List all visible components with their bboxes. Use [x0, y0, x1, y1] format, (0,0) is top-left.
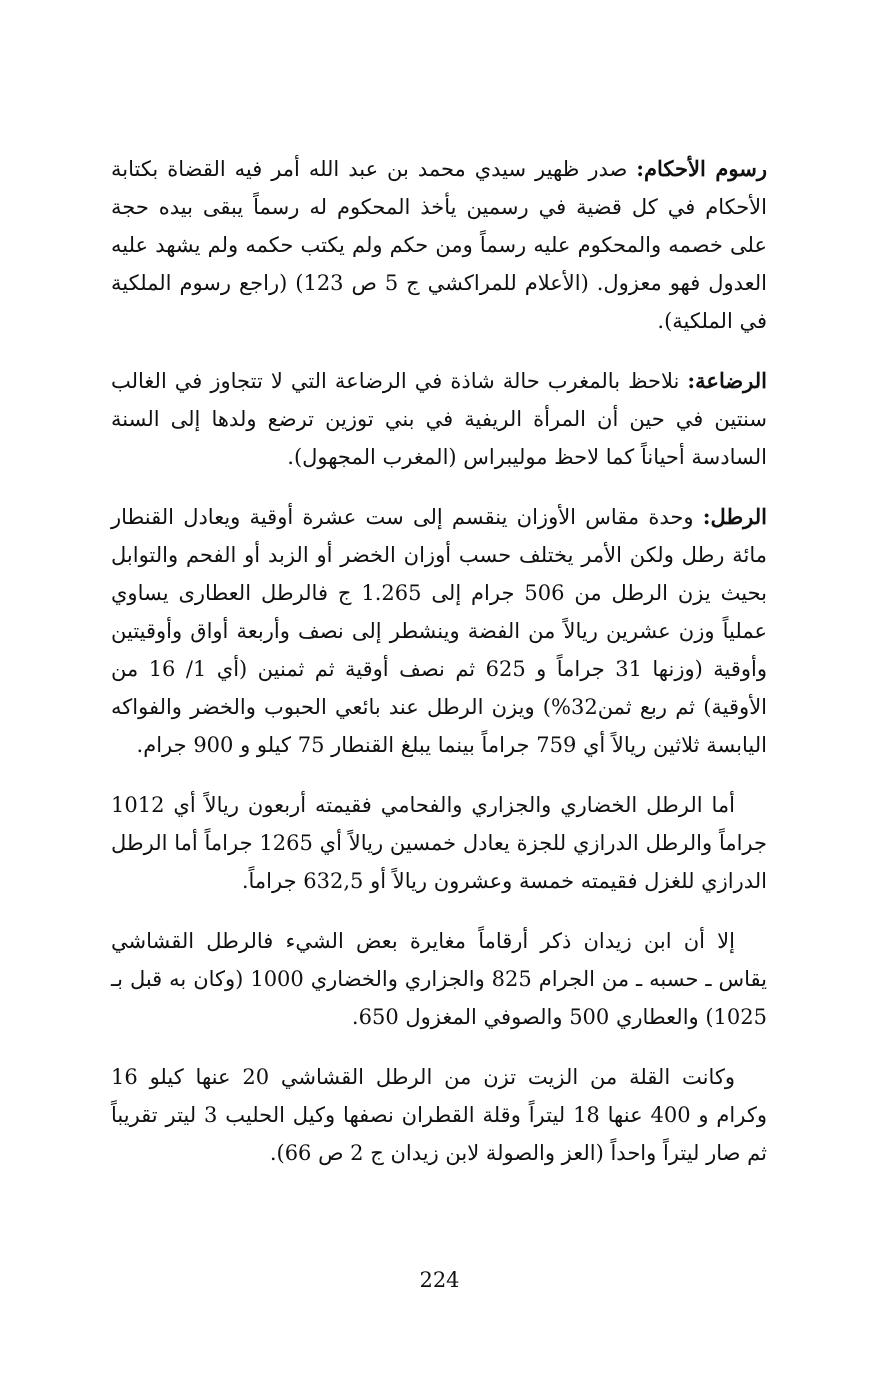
- entry-text: نلاحظ بالمغرب حالة شاذة في الرضاعة التي لا تتجاوز في الغالب سنتين في حين أن المرأة الريفية في بني توزين ترضع ولدها إلى السنة السادسة أحياناً كما لاحظ موليبراس (المغرب المجهول).: [111, 369, 767, 469]
- entry-term: الرطل:: [702, 504, 767, 529]
- paragraph-text: وكانت القلة من الزيت تزن من الرطل القشاشي 20 عنها كيلو 16 وكرام و 400 عنها 18 ليتراً وقلة القطران نصفها وكيل الحليب 3 ليتر تقريباً ثم صار ليتراً واحداً (العز والصولة لابن زيدان ج 2 ص 66).: [111, 1065, 767, 1165]
- paragraph-qulla: [111, 1058, 767, 1172]
- entry-ar-radaa: [111, 362, 767, 476]
- paragraph-text: أما الرطل الخضاري والجزاري والفحامي فقيمته أربعون ريالاً أي 1012 جراماً والرطل الدرازي للجزة يعادل خمسين ريالاً أي 1265 جراماً أما الرطل الدرازي للغزل فقيمته خمسة وعشرون ريالاً أو 632,5 جراماً.: [111, 793, 767, 893]
- entry-ar-ratl: [111, 498, 767, 764]
- paragraph-ratl-values: [111, 786, 767, 900]
- entry-rusum-al-ahkam: [111, 150, 767, 340]
- body-text: [111, 150, 767, 1194]
- body-paragraph: [111, 786, 767, 900]
- entry-paragraph: [111, 498, 767, 764]
- entry-term: الرضاعة:: [687, 368, 767, 393]
- entry-paragraph: [111, 150, 767, 340]
- paragraph-text: إلا أن ابن زيدان ذكر أرقاماً مغايرة بعض الشيء فالرطل القشاشي يقاس ـ حسبه ـ من الجرام 825 والجزاري والخضاري 1000 (وكان به قبل بـ 1025) والعطاري 500 والصوفي المغزول 650.: [111, 929, 768, 1029]
- paragraph-ibn-zaydan: [111, 922, 767, 1036]
- entry-text: وحدة مقاس الأوزان ينقسم إلى ست عشرة أوقية ويعادل القنطار مائة رطل ولكن الأمر يختلف حسب أوزان الخضر أو الزبد أو الفحم والتوابل بحيث يزن الرطل من 506 جرام إلى 1.265 ج فالرطل العطارى يساوي عملياً وزن عشرين ريالاً من الفضة وينشطر إلى نصف وأربعة أواق وأوقيتين وأوقية (وزنها 31 جراماً و 625 ثم نصف أوقية ثم ثمنين (أي 1/ 16 من الأوقية) ثم ربع ثمن32%) ويزن الرطل عند بائعي الحبوب والخضر والفواكه اليابسة ثلاثين ريالاً أي 759 جراماً بينما يبلغ القنطار 75 كيلو و 900 جرام.: [111, 505, 767, 757]
- body-paragraph: [111, 922, 767, 1036]
- entry-term: رسوم الأحكام:: [636, 156, 767, 181]
- entry-text: صدر ظهير سيدي محمد بن عبد الله أمر فيه القضاة بكتابة الأحكام في كل قضية في رسمين يأخذ المحكوم له رسماً يبقى بيده حجة على خصمه والمحكوم عليه رسماً ومن حكم ولم يكتب حكمه ولم يشهد عليه العدول فهو معزول. (الأعلام للمراكشي ج 5 ص 123) (راجع رسوم الملكية في الملكية).: [111, 157, 768, 333]
- page-number: 224: [419, 1268, 460, 1292]
- body-paragraph: [111, 1058, 767, 1172]
- entry-paragraph: [111, 362, 767, 476]
